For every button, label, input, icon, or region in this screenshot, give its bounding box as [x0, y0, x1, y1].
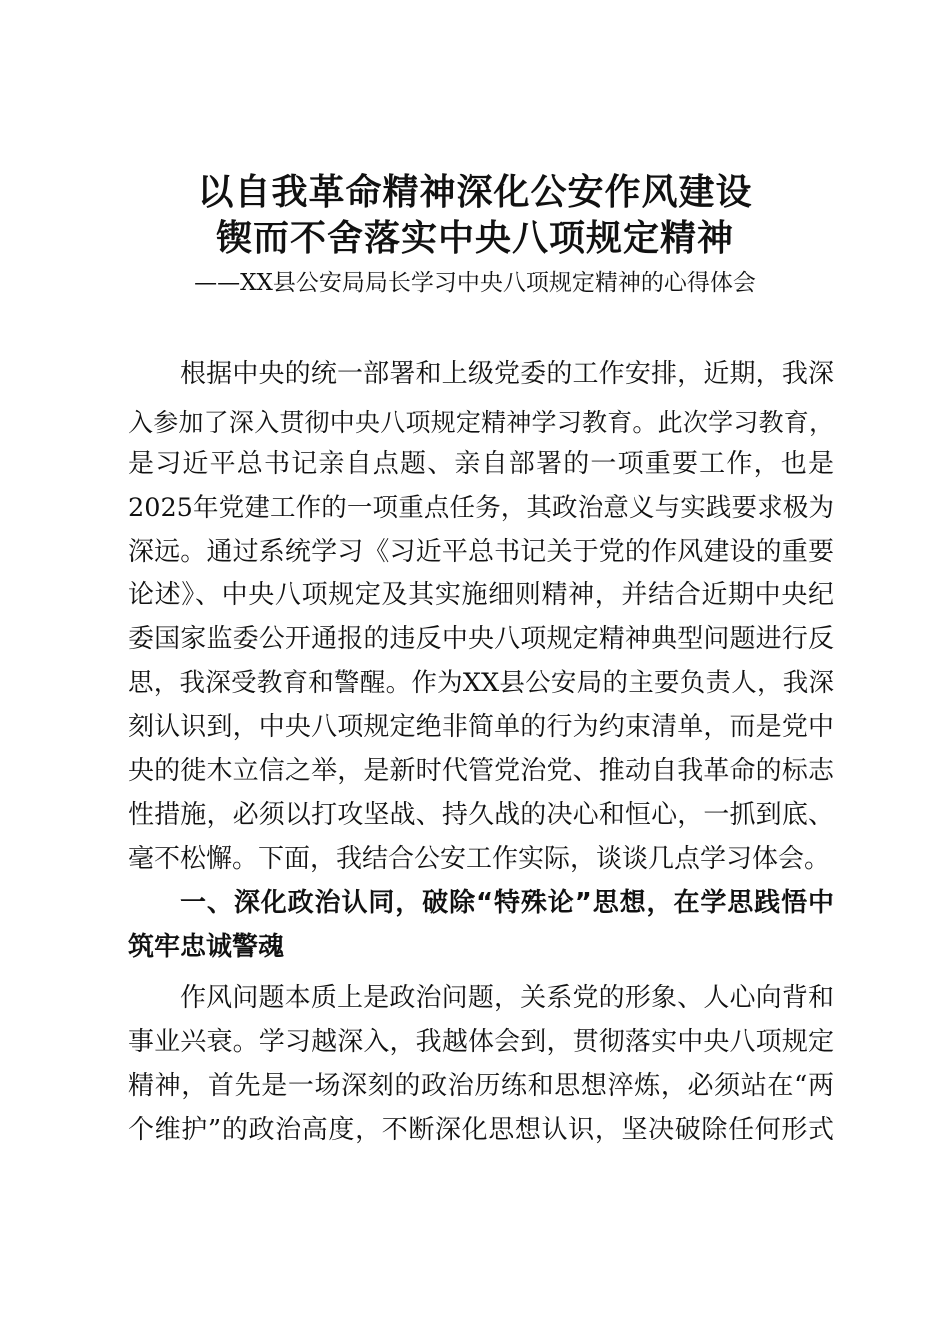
paragraph-1-line: 2025年党建工作的一项重点任务，其政治意义与实践要求极为 — [128, 493, 834, 523]
paragraph-1-line: 委国家监委公开通报的违反中央八项规定精神典型问题进行反 — [128, 624, 834, 654]
section-heading-1-line: 筑牢忠诚警魂 — [128, 932, 285, 962]
paragraph-1-line: 央的徙木立信之举，是新时代管党治党、推动自我革命的标志 — [128, 756, 834, 786]
paragraph-1-line: 入参加了深入贯彻中央八项规定精神学习教育。此次学习教育， — [128, 408, 834, 437]
paragraph-1-line: 是习近平总书记亲自点题、亲自部署的一项重要工作，也是 — [128, 449, 834, 479]
paragraph-2-line: 事业兴衰。学习越深入，我越体会到，贯彻落实中央八项规定 — [128, 1027, 834, 1057]
paragraph-1-line: 思，我深受教育和警醒。作为XX县公安局的主要负责人，我深 — [128, 668, 834, 698]
document-title-line-1: 以自我革命精神深化公安作风建设 — [197, 171, 753, 213]
paragraph-1-line: 深远。通过系统学习《习近平总书记关于党的作风建设的重要 — [128, 537, 834, 567]
paragraph-1-line: 刻认识到，中央八项规定绝非简单的行为约束清单，而是党中 — [128, 712, 834, 742]
document-subtitle: ——XX县公安局局长学习中央八项规定精神的心得体会 — [194, 270, 756, 296]
paragraph-2-line: 精神，首先是一场深刻的政治历练和思想淬炼，必须站在“两 — [128, 1071, 834, 1101]
paragraph-2-line: 个维护”的政治高度，不断深化思想认识，坚决破除任何形式 — [128, 1115, 834, 1145]
paragraph-1-line: 毫不松懈。下面，我结合公安工作实际，谈谈几点学习体会。 — [128, 844, 831, 874]
paragraph-1-line: 根据中央的统一部署和上级党委的工作安排，近期，我深 — [180, 359, 834, 389]
paragraph-1-line: 论述》、中央八项规定及其实施细则精神，并结合近期中央纪 — [128, 580, 834, 610]
document-title-line-2: 锲而不舍落实中央八项规定精神 — [215, 217, 734, 259]
paragraph-1-line: 性措施，必须以打攻坚战、持久战的决心和恒心，一抓到底、 — [128, 800, 834, 830]
paragraph-2-line: 作风问题本质上是政治问题，关系党的形象、人心向背和 — [180, 983, 834, 1013]
section-heading-1-line: 一、深化政治认同，破除“特殊论”思想，在学思践悟中 — [180, 888, 834, 918]
